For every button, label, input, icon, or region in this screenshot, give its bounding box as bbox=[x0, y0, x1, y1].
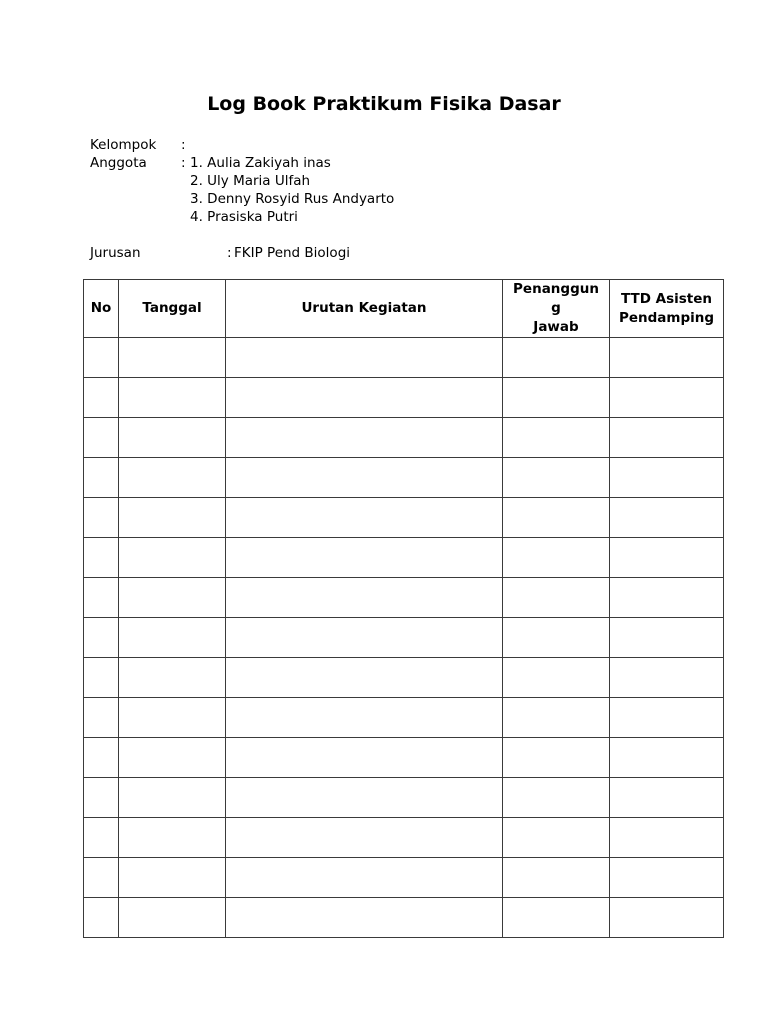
cell-penanggung-jawab[interactable] bbox=[503, 658, 610, 698]
cell-tanggal[interactable] bbox=[119, 538, 226, 578]
cell-ttd-asisten[interactable] bbox=[610, 538, 724, 578]
cell-tanggal[interactable] bbox=[119, 778, 226, 818]
member-item: 1. Aulia Zakiyah inas bbox=[190, 155, 331, 171]
cell-tanggal[interactable] bbox=[119, 858, 226, 898]
cell-tanggal[interactable] bbox=[119, 578, 226, 618]
cell-urutan-kegiatan[interactable] bbox=[226, 698, 503, 738]
cell-penanggung-jawab[interactable] bbox=[503, 498, 610, 538]
cell-no[interactable] bbox=[84, 898, 119, 938]
table-row bbox=[84, 898, 724, 938]
member-item: 4. Prasiska Putri bbox=[190, 209, 298, 225]
cell-penanggung-jawab[interactable] bbox=[503, 818, 610, 858]
header-penanggung-line: g bbox=[551, 300, 561, 316]
cell-ttd-asisten[interactable] bbox=[610, 498, 724, 538]
cell-urutan-kegiatan[interactable] bbox=[226, 778, 503, 818]
cell-penanggung-jawab[interactable] bbox=[503, 338, 610, 378]
cell-penanggung-jawab[interactable] bbox=[503, 618, 610, 658]
cell-no[interactable] bbox=[84, 378, 119, 418]
header-penanggung-jawab bbox=[503, 280, 610, 338]
cell-tanggal[interactable] bbox=[119, 618, 226, 658]
kelompok-colon: : bbox=[181, 137, 186, 153]
member-item: 2. Uly Maria Ulfah bbox=[190, 173, 311, 189]
cell-ttd-asisten[interactable] bbox=[610, 778, 724, 818]
cell-no[interactable] bbox=[84, 618, 119, 658]
table-row bbox=[84, 378, 724, 418]
cell-no[interactable] bbox=[84, 538, 119, 578]
cell-tanggal[interactable] bbox=[119, 338, 226, 378]
cell-urutan-kegiatan[interactable] bbox=[226, 498, 503, 538]
table-row bbox=[84, 418, 724, 458]
cell-ttd-asisten[interactable] bbox=[610, 858, 724, 898]
table-row bbox=[84, 858, 724, 898]
header-ttd-line: Pendamping bbox=[618, 309, 715, 326]
log-table-body bbox=[84, 338, 724, 938]
jurusan-label: Jurusan bbox=[90, 245, 141, 261]
cell-no[interactable] bbox=[84, 338, 119, 378]
cell-penanggung-jawab[interactable] bbox=[503, 778, 610, 818]
cell-penanggung-jawab[interactable] bbox=[503, 738, 610, 778]
table-row bbox=[84, 658, 724, 698]
cell-ttd-asisten[interactable] bbox=[610, 898, 724, 938]
table-row bbox=[84, 338, 724, 378]
cell-ttd-asisten[interactable] bbox=[610, 658, 724, 698]
cell-tanggal[interactable] bbox=[119, 738, 226, 778]
cell-penanggung-jawab[interactable] bbox=[503, 458, 610, 498]
cell-urutan-kegiatan[interactable] bbox=[226, 378, 503, 418]
cell-no[interactable] bbox=[84, 698, 119, 738]
header-penanggung-line: Penanggun bbox=[513, 281, 599, 297]
table-row bbox=[84, 738, 724, 778]
cell-tanggal[interactable] bbox=[119, 698, 226, 738]
cell-no[interactable] bbox=[84, 418, 119, 458]
table-row bbox=[84, 818, 724, 858]
cell-ttd-asisten[interactable] bbox=[610, 618, 724, 658]
jurusan-value: FKIP Pend Biologi bbox=[234, 245, 351, 261]
cell-ttd-asisten[interactable] bbox=[610, 578, 724, 618]
table-header-row bbox=[84, 280, 724, 338]
table-row bbox=[84, 778, 724, 818]
header-penanggung-line: Jawab bbox=[533, 319, 579, 335]
cell-urutan-kegiatan[interactable] bbox=[226, 818, 503, 858]
table-row bbox=[84, 538, 724, 578]
cell-ttd-asisten[interactable] bbox=[610, 378, 724, 418]
cell-ttd-asisten[interactable] bbox=[610, 698, 724, 738]
cell-penanggung-jawab[interactable] bbox=[503, 898, 610, 938]
anggota-colon: : bbox=[181, 155, 186, 171]
cell-ttd-asisten[interactable] bbox=[610, 458, 724, 498]
header-urutan-kegiatan: Urutan Kegiatan bbox=[226, 280, 503, 338]
cell-no[interactable] bbox=[84, 458, 119, 498]
cell-urutan-kegiatan[interactable] bbox=[226, 858, 503, 898]
cell-ttd-asisten[interactable] bbox=[610, 338, 724, 378]
header-no: No bbox=[84, 280, 119, 338]
cell-no[interactable] bbox=[84, 858, 119, 898]
table-row bbox=[84, 458, 724, 498]
cell-urutan-kegiatan[interactable] bbox=[226, 458, 503, 498]
cell-tanggal[interactable] bbox=[119, 458, 226, 498]
log-table bbox=[83, 279, 724, 938]
cell-penanggung-jawab[interactable] bbox=[503, 578, 610, 618]
header-ttd-line: TTD Asisten bbox=[621, 290, 712, 307]
cell-urutan-kegiatan[interactable] bbox=[226, 618, 503, 658]
cell-no[interactable] bbox=[84, 778, 119, 818]
cell-tanggal[interactable] bbox=[119, 378, 226, 418]
cell-no[interactable] bbox=[84, 498, 119, 538]
cell-urutan-kegiatan[interactable] bbox=[226, 338, 503, 378]
table-row bbox=[84, 498, 724, 538]
cell-urutan-kegiatan[interactable] bbox=[226, 578, 503, 618]
cell-no[interactable] bbox=[84, 818, 119, 858]
cell-ttd-asisten[interactable] bbox=[610, 738, 724, 778]
cell-urutan-kegiatan[interactable] bbox=[226, 658, 503, 698]
page-title: Log Book Praktikum Fisika Dasar bbox=[207, 93, 561, 115]
cell-urutan-kegiatan[interactable] bbox=[226, 418, 503, 458]
cell-tanggal[interactable] bbox=[119, 418, 226, 458]
jurusan-colon: : bbox=[227, 245, 232, 261]
cell-urutan-kegiatan[interactable] bbox=[226, 738, 503, 778]
cell-penanggung-jawab[interactable] bbox=[503, 538, 610, 578]
table-row bbox=[84, 698, 724, 738]
member-item: 3. Denny Rosyid Rus Andyarto bbox=[190, 191, 395, 207]
cell-tanggal[interactable] bbox=[119, 658, 226, 698]
table-row bbox=[84, 578, 724, 618]
cell-tanggal[interactable] bbox=[119, 498, 226, 538]
cell-penanggung-jawab[interactable] bbox=[503, 378, 610, 418]
cell-ttd-asisten[interactable] bbox=[610, 818, 724, 858]
cell-ttd-asisten[interactable] bbox=[610, 418, 724, 458]
cell-urutan-kegiatan[interactable] bbox=[226, 538, 503, 578]
cell-tanggal[interactable] bbox=[119, 898, 226, 938]
anggota-label: Anggota bbox=[90, 155, 147, 171]
cell-no[interactable] bbox=[84, 738, 119, 778]
cell-no[interactable] bbox=[84, 578, 119, 618]
cell-penanggung-jawab[interactable] bbox=[503, 418, 610, 458]
header-tanggal: Tanggal bbox=[119, 280, 226, 338]
cell-no[interactable] bbox=[84, 658, 119, 698]
cell-penanggung-jawab[interactable] bbox=[503, 698, 610, 738]
cell-urutan-kegiatan[interactable] bbox=[226, 898, 503, 938]
cell-tanggal[interactable] bbox=[119, 818, 226, 858]
header-ttd-asisten bbox=[610, 280, 724, 338]
table-row bbox=[84, 618, 724, 658]
jurusan-row bbox=[90, 244, 351, 262]
kelompok-label: Kelompok bbox=[90, 137, 157, 153]
cell-penanggung-jawab[interactable] bbox=[503, 858, 610, 898]
